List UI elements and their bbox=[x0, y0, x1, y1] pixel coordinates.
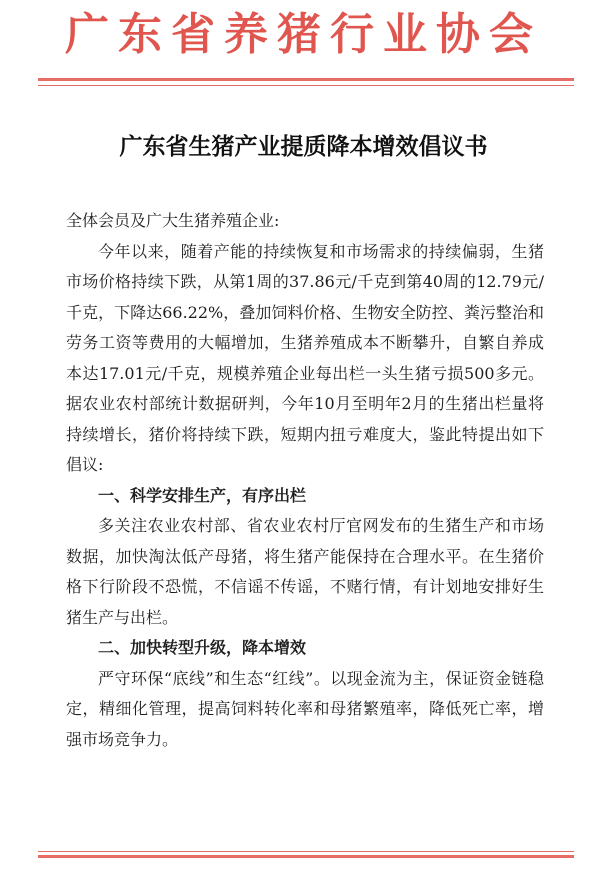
footer-divider-thin bbox=[38, 851, 574, 852]
letterhead-divider-top-thin bbox=[38, 85, 574, 86]
letterhead-org-name: 广东省养猪行业协会 bbox=[65, 9, 542, 60]
section-paragraph-2: 严守环保“底线”和生态“红线”。以现金流为主，保证资金链稳定，精细化管理，提高饲料转化率和母猪繁殖率，降低死亡率，增强市场竞争力。 bbox=[66, 668, 544, 749]
section-heading-2: 二、加快转型升级，降本增效 bbox=[98, 638, 307, 657]
document-title: 广东省生猪产业提质降本增效倡议书 bbox=[119, 134, 488, 160]
footer-divider-thick bbox=[38, 855, 574, 858]
section-heading-1: 一、科学安排生产，有序出栏 bbox=[98, 485, 307, 505]
section-paragraph-1: 多关注农业农村部、省农业农村厅官网发布的生猪生产和市场数据，加快淘汰低产母猪，将生猪产能保持在合理水平。在生猪价格下行阶段不恐慌，不信谣不传谣，不赌行情，有计划地安排好生猪生产与出栏。 bbox=[66, 516, 544, 627]
letterhead-divider-top-thick bbox=[38, 78, 574, 81]
salutation: 全体会员及广大生猪养殖企业: bbox=[66, 211, 280, 230]
intro-paragraph: 今年以来，随着产能的持续恢复和市场需求的持续偏弱，生猪市场价格持续下跌，从第1周的37.86元/千克到第40周的12.79元/千克，下降达66.22%，叠加饲料价格、生物安全防控、粪污整治和劳务工资等费用的大幅增加，生猪养殖成本不断攀升，自繁自养成本达17.01元/千克，规模养殖企业每出栏一头生猪亏损500多元。据农业农村部统计数据研判，今年10月至明年2月的生猪出栏量将持续增长，猪价将持续下跌，短期内扭亏难度大，鉴此特提出如下倡议: bbox=[66, 241, 544, 474]
document-body bbox=[66, 206, 544, 755]
